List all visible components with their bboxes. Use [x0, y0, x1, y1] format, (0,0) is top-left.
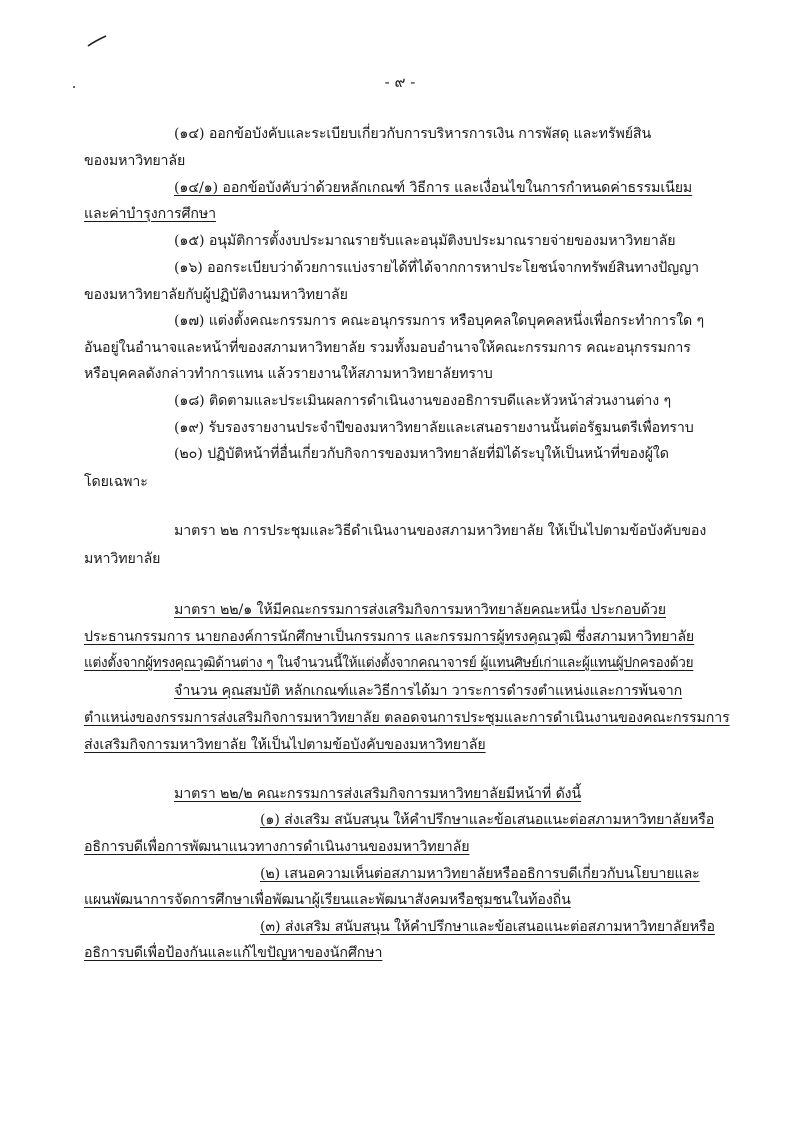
section-22: มาตรา ๒๒ การประชุมและวิธีดำเนินงานของสภามหาวิทยาลัย ให้เป็นไปตามข้อบังคับของ: [174, 523, 707, 539]
clause-20-cont: โดยเฉพาะ: [84, 474, 148, 490]
section-22-1-para-2-cont-2: ส่งเสริมกิจการมหาวิทยาลัย ให้เป็นไปตามข้อบังคับของมหาวิทยาลัย: [84, 737, 486, 753]
clause-15: (๑๕) อนุมัติการตั้งงบประมาณรายรับและอนุมัติงบประมาณรายจ่ายของมหาวิทยาลัย: [174, 233, 676, 249]
clause-14-1: (๑๔/๑) ออกข้อบังคับว่าด้วยหลักเกณฑ์ วิธีการ และเงื่อนไขในการกำหนดค่าธรรมเนียม: [174, 180, 693, 196]
clause-18: (๑๘) ติดตามและประเมินผลการดำเนินงานของอธิการบดีและหัวหน้าส่วนงานต่าง ๆ: [174, 393, 671, 409]
clause-19: (๑๙) รับรองรายงานประจำปีของมหาวิทยาลัยและเสนอรายงานนั้นต่อรัฐมนตรีเพื่อทราบ: [174, 420, 694, 436]
section-22-2: มาตรา ๒๒/๒ คณะกรรมการส่งเสริมกิจการมหาวิทยาลัยมีหน้าที่ ดังนี้: [174, 786, 582, 802]
clause-14-1-cont: และค่าบำรุงการศึกษา: [84, 206, 217, 222]
section-22-1-para-2-cont-1: ตำแหน่งของกรรมการส่งเสริมกิจการมหาวิทยาลัย ตลอดจนการประชุมและการดำเนินงานของคณะกรรมการ: [84, 710, 730, 726]
section-22-2-item-2: (๒) เสนอความเห็นต่อสภามหาวิทยาลัยหรืออธิการบดีเกี่ยวกับนโยบายและ: [260, 866, 700, 882]
section-22-2-item-3: (๓) ส่งเสริม สนับสนุน ให้คำปรึกษาและข้อเสนอแนะต่อสภามหาวิทยาลัยหรือ: [260, 919, 715, 935]
clause-17-cont-2: หรือบุคคลดังกล่าวทำการแทน แล้วรายงานให้สภามหาวิทยาลัยทราบ: [84, 366, 493, 382]
section-22-1: มาตรา ๒๒/๑ ให้มีคณะกรรมการส่งเสริมกิจการมหาวิทยาลัยคณะหนึ่ง ประกอบด้วย: [174, 602, 666, 618]
section-22-2-item-3-cont: อธิการบดีเพื่อป้องกันและแก้ไขปัญหาของนักศึกษา: [84, 945, 383, 961]
section-22-cont: มหาวิทยาลัย: [84, 551, 161, 567]
section-22-2-item-2-cont: แผนพัฒนาการจัดการศึกษาเพื่อพัฒนาผู้เรียนและพัฒนาสังคมหรือชุมชนในท้องถิ่น: [84, 892, 571, 908]
section-22-2-item-1: (๑) ส่งเสริม สนับสนุน ให้คำปรึกษาและข้อเสนอแนะต่อสภามหาวิทยาลัยหรือ: [260, 812, 715, 828]
clause-14: (๑๔) ออกข้อบังคับและระเบียบเกี่ยวกับการบริหารการเงิน การพัสดุ และทรัพย์สิน: [174, 126, 652, 142]
section-22-1-cont-1: ประธานกรรมการ นายกองค์การนักศึกษาเป็นกรรมการ และกรรมการผู้ทรงคุณวุฒิ ซึ่งสภามหาวิทยาลัย: [84, 629, 695, 645]
clause-14-cont: ของมหาวิทยาลัย: [84, 153, 186, 169]
clause-16-cont: ของมหาวิทยาลัยกับผู้ปฏิบัติงานมหาวิทยาลัย: [84, 287, 348, 303]
section-22-1-para-2: จำนวน คุณสมบัติ หลักเกณฑ์และวิธีการได้มา วาระการดำรงตำแหน่งและการพ้นจาก: [174, 683, 683, 699]
pen-stroke-mark: [86, 34, 108, 48]
clause-20: (๒๐) ปฏิบัติหน้าที่อื่นเกี่ยวกับกิจการของมหาวิทยาลัยที่มิได้ระบุให้เป็นหน้าที่ของผู้ใด: [174, 446, 669, 462]
page-number: - ๙ -: [384, 73, 416, 91]
clause-17: (๑๗) แต่งตั้งคณะกรรมการ คณะอนุกรรมการ หรือบุคคลใดบุคคลหนึ่งเพื่อกระทำการใด ๆ: [174, 313, 705, 329]
clause-16: (๑๖) ออกระเบียบว่าด้วยการแบ่งรายได้ที่ได้จากการหาประโยชน์จากทรัพย์สินทางปัญญา: [174, 260, 700, 276]
section-22-2-item-1-cont: อธิการบดีเพื่อการพัฒนาแนวทางการดำเนินงานของมหาวิทยาลัย: [84, 839, 470, 855]
section-22-1-cont-2: แต่งตั้งจากผู้ทรงคุณวุฒิด้านต่าง ๆ ในจำนวนนี้ให้แต่งตั้งจากคณาจารย์ ผู้แทนศิษย์เก่าและผู้แทนผู้ปกครองด้วย: [84, 655, 694, 671]
clause-17-cont-1: อันอยู่ในอำนาจและหน้าที่ของสภามหาวิทยาลัย รวมทั้งมอบอำนาจให้คณะกรรมการ คณะอนุกรรมการ: [84, 340, 691, 356]
